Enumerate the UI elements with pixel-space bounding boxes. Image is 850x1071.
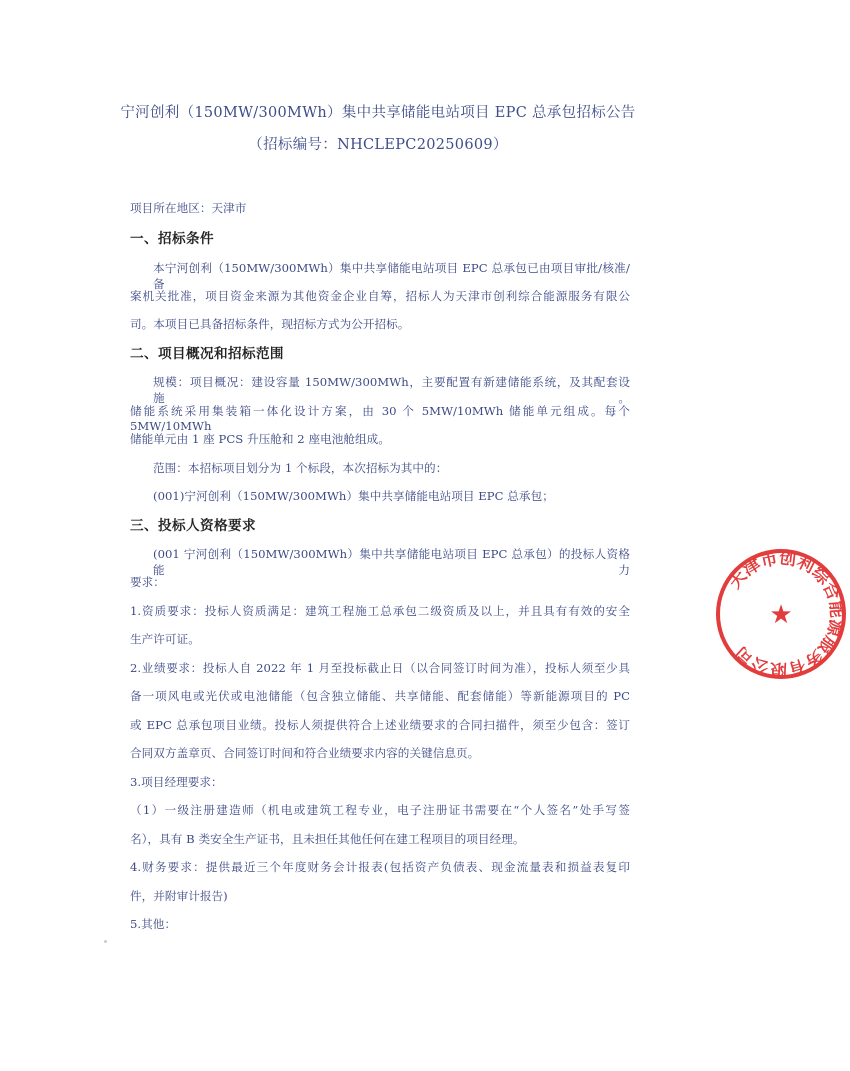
tender-number: （招标编号：NHCLEPC20250609） [248, 137, 508, 153]
section-2-line: 范围：本招标项目划分为 1 个标段，本次招标为其中的： [153, 461, 448, 475]
section-3-line: 名），具有 B 类安全生产证书，且未担任其他任何在建工程项目的项目经理。 [130, 832, 525, 846]
section-1-line: 司。本项目已具备招标条件，现招标方式为公开招标。 [130, 317, 410, 331]
seal-star-icon: ★ [769, 600, 793, 630]
scan-speck [104, 940, 107, 943]
section-3-line: 合同双方盖章页、合同签订时间和符合业绩要求内容的关键信息页。 [130, 746, 480, 760]
section-3-line: （1）一级注册建造师（机电或建筑工程专业，电子注册证书需要在“个人签名”处手写签 [130, 803, 630, 817]
section-2-line: (001)宁河创利（150MW/300MWh）集中共享储能电站项目 EPC 总承包； [153, 489, 554, 503]
section-2-line: 规模：项目概况：建设容量 150MW/300MWh，主要配置有新建储能系统，及其配套设施。 [153, 375, 630, 405]
section-3-line: 备一项风电或光伏或电池储能（包含独立储能、共享储能、配套储能）等新能源项目的 PC [130, 689, 630, 703]
seal-text: 天津市创利综合能源服务有限公司 [724, 548, 847, 680]
project-location: 项目所在地区：天津市 [130, 201, 247, 215]
section-3-line: (001 宁河创利（150MW/300MWh）集中共享储能电站项目 EPC 总承包）的投标人资格能力 [153, 547, 630, 577]
section-1-line: 本宁河创利（150MW/300MWh）集中共享储能电站项目 EPC 总承包已由项目审批/核准/备 [153, 261, 630, 291]
section-3-line: 件，并附审计报告) [130, 889, 228, 903]
svg-text:天津市创利综合能源服务有限公司 [725, 547, 848, 679]
section-1-heading: 一、招标条件 [130, 231, 214, 247]
section-2-line: 储能系统采用集装箱一体化设计方案，由 30 个 5MW/10MWh 储能单元组成。每个 5MW/10MWh [130, 404, 630, 433]
document-title: 宁河创利（150MW/300MWh）集中共享储能电站项目 EPC 总承包招标公告 [120, 105, 636, 121]
section-3-heading: 三、投标人资格要求 [130, 518, 256, 534]
section-3-line: 3.项目经理要求： [130, 775, 223, 789]
section-3-line: 或 EPC 总承包项目业绩。投标人须提供符合上述业绩要求的合同扫描件，须至少包含：签订 [130, 718, 630, 732]
section-1-line: 案机关批准，项目资金来源为其他资金企业自筹，招标人为天津市创利综合能源服务有限公 [130, 289, 630, 303]
section-3-line: 要求： [130, 575, 165, 589]
section-3-line: 4.财务要求：提供最近三个年度财务会计报表(包括资产负债表、现金流量表和损益表复印 [130, 860, 630, 874]
section-3-line: 生产许可证。 [130, 632, 200, 646]
section-3-line: 1.资质要求：投标人资质满足：建筑工程施工总承包二级资质及以上，并且具有有效的安全 [130, 604, 630, 618]
section-2-heading: 二、项目概况和招标范围 [130, 346, 284, 362]
section-3-line: 2.业绩要求：投标人自 2022 年 1 月至投标截止日（以合同签订时间为准），投标人须至少具 [130, 661, 630, 675]
company-seal-icon [712, 545, 850, 683]
section-3-line: 5.其他： [130, 917, 177, 931]
section-2-line: 储能单元由 1 座 PCS 升压舱和 2 座电池舱组成。 [130, 432, 390, 446]
